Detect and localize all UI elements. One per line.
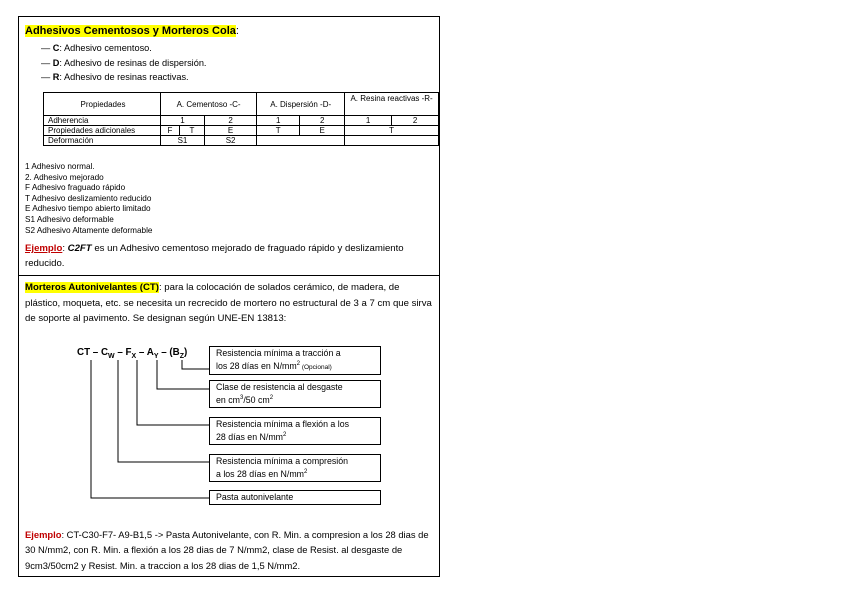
designation-formula: CT – $C_W - F_X - A_Y - (B_Z)$	[77, 347, 188, 360]
table-cell: F	[161, 126, 180, 136]
table-cell: Propiedades adicionales	[44, 126, 161, 136]
table-cell: 2	[392, 116, 439, 126]
flexural-strength-box: Resistencia mínima a flexión a los 28 días en $N/mm^2$	[209, 417, 381, 445]
table-cell	[345, 136, 439, 146]
table-cell: T	[345, 126, 439, 136]
tensile-strength-box: Resistencia mínima a tracción a los 28 días en $N/mm^2$ (Opcional)	[209, 346, 381, 375]
list-item: S2 Adhesivo Altamente deformable	[25, 225, 153, 235]
table-cell: E	[300, 126, 345, 136]
adhesives-title-highlight: Adhesivos Cementosos y Morteros Cola	[25, 25, 236, 37]
adhesive-example: Ejemplo: C2FT es un Adhesivo cementoso mejorado de fraguado rápido y deslizamiento reducido.	[25, 243, 404, 269]
table-row	[44, 126, 439, 136]
wear-resistance-box: Clase de resistencia al desgaste en $cm^3/50$ $cm^2$	[209, 380, 381, 408]
list-item: T Adhesivo deslizamiento reducido	[25, 193, 152, 203]
list-item: F Adhesivo fraguado rápido	[25, 183, 126, 193]
example-label: Ejemplo	[25, 529, 62, 540]
table-header-row	[44, 93, 439, 116]
self-leveling-intro: Morteros Autonivelantes (CT): para la colocación de solados cerámico, de madera, de plástico, moqueta, etc. se necesita un recrecido de mortero no estructural de 3 a 7 cm que sirva de soporte al pavimento. Se designan según UNE-EN 13813:	[25, 282, 432, 324]
table-header: A. Cementoso -C-	[161, 93, 257, 116]
list-item: — D: Adhesivo de resinas de dispersión.	[41, 57, 207, 68]
table-cell: S1	[161, 136, 205, 146]
table-cell: Adherencia	[44, 116, 161, 126]
adhesives-panel	[18, 16, 440, 276]
self-leveling-title: Morteros Autonivelantes (CT)	[25, 282, 159, 293]
table-cell: T	[180, 126, 205, 136]
table-cell: 2	[300, 116, 345, 126]
legend-notes	[25, 162, 152, 236]
example-code: C2FT	[67, 243, 92, 254]
table-cell: E	[205, 126, 257, 136]
list-item: E Adhesivo tiempo abierto limitado	[25, 204, 151, 214]
table-cell	[257, 136, 345, 146]
table-cell: 1	[161, 116, 205, 126]
list-item: — R: Adhesivo de resinas reactivas.	[41, 72, 189, 82]
table-row	[44, 116, 439, 126]
table-row	[44, 136, 439, 146]
example-label: Ejemplo	[25, 243, 63, 254]
list-item: 2. Adhesivo mejorado	[25, 172, 104, 182]
table-cell: T	[257, 126, 300, 136]
table-header: Propiedades	[44, 93, 161, 116]
self-leveling-example: Ejemplo: CT-C30-F7- A9-B1,5 -> Pasta Autonivelante, con R. Min. a compresion a los 28 dias de 30 N/mm2, con R. Min. a flexión a los 28 dias de 7 N/mm2, clase de Resist. al desgaste de 9cm3/50cm2 y Resist. Min. a traccion a los 28 dias de 1,5 N/mm2.	[25, 529, 429, 571]
self-leveling-paste-box: Pasta autonivelante	[209, 490, 381, 505]
adhesive-type-list	[41, 41, 206, 85]
table-cell: 1	[257, 116, 300, 126]
properties-table	[43, 92, 439, 146]
compressive-strength-box: Resistencia mínima a compresión a los 28 días en $N/mm^2$	[209, 454, 381, 482]
table-cell: 2	[205, 116, 257, 126]
list-item: — C: Adhesivo cementoso.	[41, 43, 152, 53]
table-header: A. Resina reactivas -R-	[345, 93, 439, 116]
table-cell: 1	[345, 116, 392, 126]
table-header: A. Dispersión -D-	[257, 93, 345, 116]
adhesives-title: Adhesivos Cementosos y Morteros Cola:	[25, 25, 239, 37]
table-cell: S2	[205, 136, 257, 146]
self-leveling-panel	[18, 275, 440, 577]
list-item: S1 Adhesivo deformable	[25, 214, 114, 224]
table-cell: Deformación	[44, 136, 161, 146]
list-item: 1 Adhesivo normal.	[25, 162, 95, 171]
